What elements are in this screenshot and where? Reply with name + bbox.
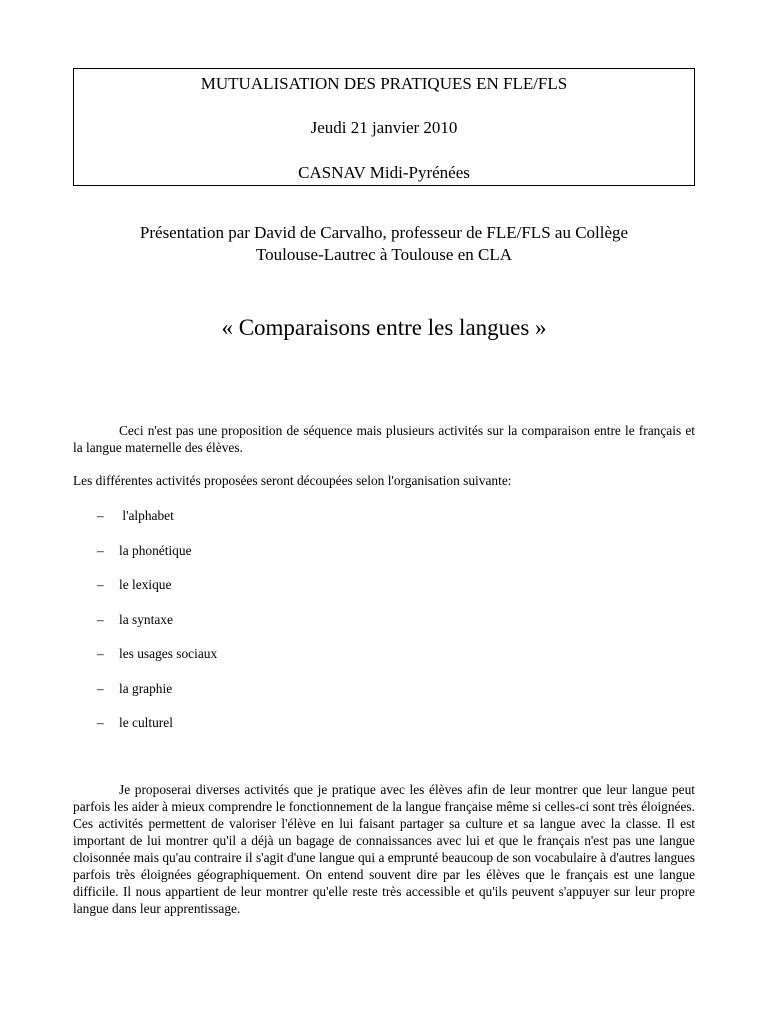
list-item-label: les usages sociaux — [119, 646, 218, 661]
list-item — [73, 645, 695, 680]
list-item — [73, 611, 695, 646]
header-box — [73, 68, 695, 186]
intro-paragraph — [73, 422, 695, 456]
presenter-block — [73, 222, 695, 266]
list-item — [73, 680, 695, 715]
list-item — [73, 542, 695, 577]
presenter-line-2: Toulouse-Lautrec à Toulouse en CLA — [255, 245, 512, 264]
list-item-label: le lexique — [119, 577, 172, 592]
list-item-label: la syntaxe — [119, 611, 173, 627]
presenter-line-1: Présentation par David de Carvalho, professeur de FLE/FLS au Collège — [139, 223, 629, 242]
list-item-label: la graphie — [119, 680, 173, 696]
activity-list — [73, 507, 695, 749]
header-organization: CASNAV Midi-Pyrénées — [298, 163, 470, 182]
closing-paragraph-text: Je proposerai diverses activités que je pratique avec les élèves afin de leur montrer que leur langue peut parfois les aider à mieux comprendre le fonctionnement de la langue française même si celles-ci sont très éloignées. Ces activités permettent de valoriser l'élève en lui faisant partager sa culture et sa langue avec la classe. Il est important de lui montrer qu'il a déjà un bagage de connaissances avec lui et que le français n'est pas une langue cloisonnée mais qu'au contraire il s'agit d'une langue qui a emprunté beaucoup de son vocabulaire à d'autres langues parfois très éloignées géographiquement. On entend souvent dire par les élèves que le français est une langue difficile. Il nous appartient de leur montrer qu'elle reste très accessible et qu'ils peuvent s'appuyer sur leur propre langue dans leur apprentissage. — [73, 782, 695, 916]
intro-paragraph-text: Ceci n'est pas une proposition de séquence mais plusieurs activités sur la comparaison entre le français et la langue maternelle des élèves. — [73, 423, 695, 455]
list-item — [73, 576, 695, 611]
list-item-label: le culturel — [119, 715, 173, 730]
organization-sentence: Les différentes activités proposées seront découpées selon l'organisation suivante: — [73, 473, 512, 488]
list-item-label: l'alphabet — [119, 508, 174, 523]
dash-bullet: – — [97, 611, 104, 627]
closing-paragraph — [73, 781, 695, 917]
list-item — [73, 714, 695, 749]
dash-bullet: – — [97, 542, 104, 558]
list-item — [73, 507, 695, 542]
dash-bullet: – — [97, 577, 104, 592]
dash-bullet: – — [97, 715, 104, 730]
header-title: MUTUALISATION DES PRATIQUES EN FLE/FLS — [200, 74, 568, 93]
list-item-label: la phonétique — [119, 542, 192, 558]
document-title: « Comparaisons entre les langues » — [221, 315, 547, 340]
dash-bullet: – — [97, 508, 104, 523]
header-date: Jeudi 21 janvier 2010 — [310, 118, 458, 137]
dash-bullet: – — [97, 646, 104, 661]
dash-bullet: – — [97, 680, 104, 696]
